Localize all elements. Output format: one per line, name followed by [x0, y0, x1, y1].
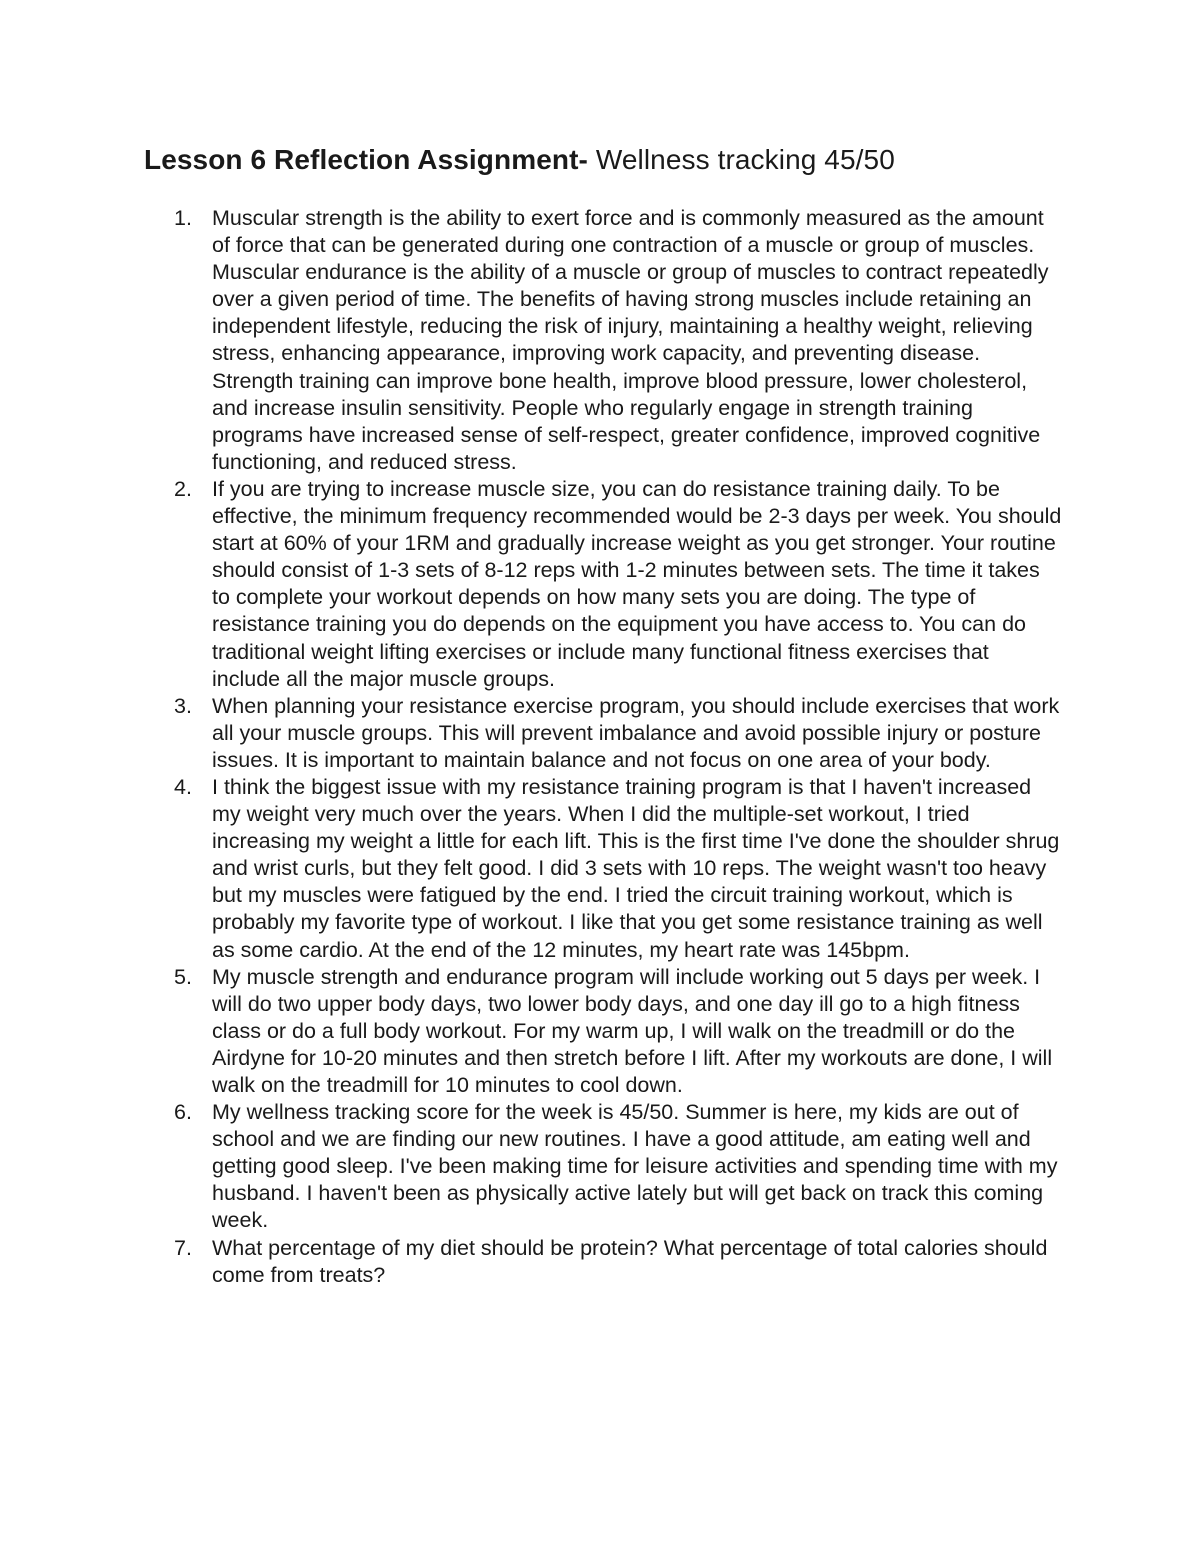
- list-item: [0, 205, 1062, 476]
- list-item: [0, 774, 1062, 964]
- list-item: [0, 964, 1062, 1099]
- title-bold: Lesson 6 Reflection Assignment-: [144, 144, 588, 175]
- list-item: [0, 1099, 1062, 1234]
- item-text: My muscle strength and endurance program will include working out 5 days per week. I will do two upper body days, two lower body days, and one day ill go to a high fitness class or do a full body workout. For my warm up, I will walk on the treadmill or do the Airdyne for 10-20 minutes and then stretch before I lift. After my workouts are done, I will walk on the treadmill for 10 minutes to cool down.: [212, 964, 1053, 1097]
- item-number: 2.: [174, 476, 192, 501]
- document-title: [144, 140, 895, 180]
- item-number: 3.: [174, 693, 192, 718]
- item-number: 6.: [174, 1100, 192, 1125]
- item-number: 5.: [174, 964, 192, 989]
- item-text: Muscular strength is the ability to exert force and is commonly measured as the amount of force that can be generated during one contraction of a muscle or group of muscles. Muscular endurance is the ability of a muscle or group of muscles to contract repeatedly over a given period of time. The benefits of having strong muscles include retaining an independent lifestyle, reducing the risk of injury, maintaining a healthy weight, relieving stress, enhancing appearance, improving work capacity, and preventing disease. Strength training can improve bone health, improve blood pressure, lower cholesterol, and increase insulin sensitivity. People who regularly engage in strength training programs have increased sense of self-respect, greater confidence, improved cognitive functioning, and reduced stress.: [212, 206, 1049, 474]
- item-number: 1.: [174, 206, 192, 230]
- item-number: 4.: [174, 774, 192, 799]
- item-text: I think the biggest issue with my resistance training program is that I haven't increased my weight very much over the years. When I did the multiple-set workout, I tried increasing my weight a little for each lift. This is the first time I've done the shoulder shrug and wrist curls, but they felt good. I did 3 sets with 10 reps. The weight wasn't too heavy but my muscles were fatigued by the end. I tried the circuit training workout, which is probably my favorite type of workout. I like that you get some resistance training as well as some cardio. At the end of the 12 minutes, my heart rate was 145bpm.: [212, 774, 1060, 962]
- list-item: [0, 476, 1062, 693]
- item-text: My wellness tracking score for the week is 45/50. Summer is here, my kids are out of school and we are finding our new routines. I have a good attitude, am eating well and getting good sleep. I've been making time for leisure activities and spending time with my husband. I haven't been as physically active lately but will get back on track this coming week.: [212, 1100, 1058, 1233]
- answer-list: [0, 205, 1200, 1289]
- title-rest: Wellness tracking 45/50: [587, 144, 895, 175]
- list-item: [0, 1235, 1062, 1289]
- list-item: [0, 693, 1062, 774]
- item-number: 7.: [174, 1235, 192, 1260]
- item-text: What percentage of my diet should be protein? What percentage of total calories should come from treats?: [212, 1235, 1048, 1287]
- item-text: If you are trying to increase muscle size, you can do resistance training daily. To be effective, the minimum frequency recommended would be 2-3 days per week. You should start at 60% of your 1RM and gradually increase weight as you get stronger. Your routine should consist of 1-3 sets of 8-12 reps with 1-2 minutes between sets. The time it takes to complete your workout depends on how many sets you are doing. The type of resistance training you do depends on the equipment you have access to. You can do traditional weight lifting exercises or include many functional fitness exercises that include all the major muscle groups.: [212, 476, 1062, 691]
- item-text: When planning your resistance exercise program, you should include exercises that work all your muscle groups. This will prevent imbalance and avoid possible injury or posture issues. It is important to maintain balance and not focus on one area of your body.: [212, 693, 1060, 772]
